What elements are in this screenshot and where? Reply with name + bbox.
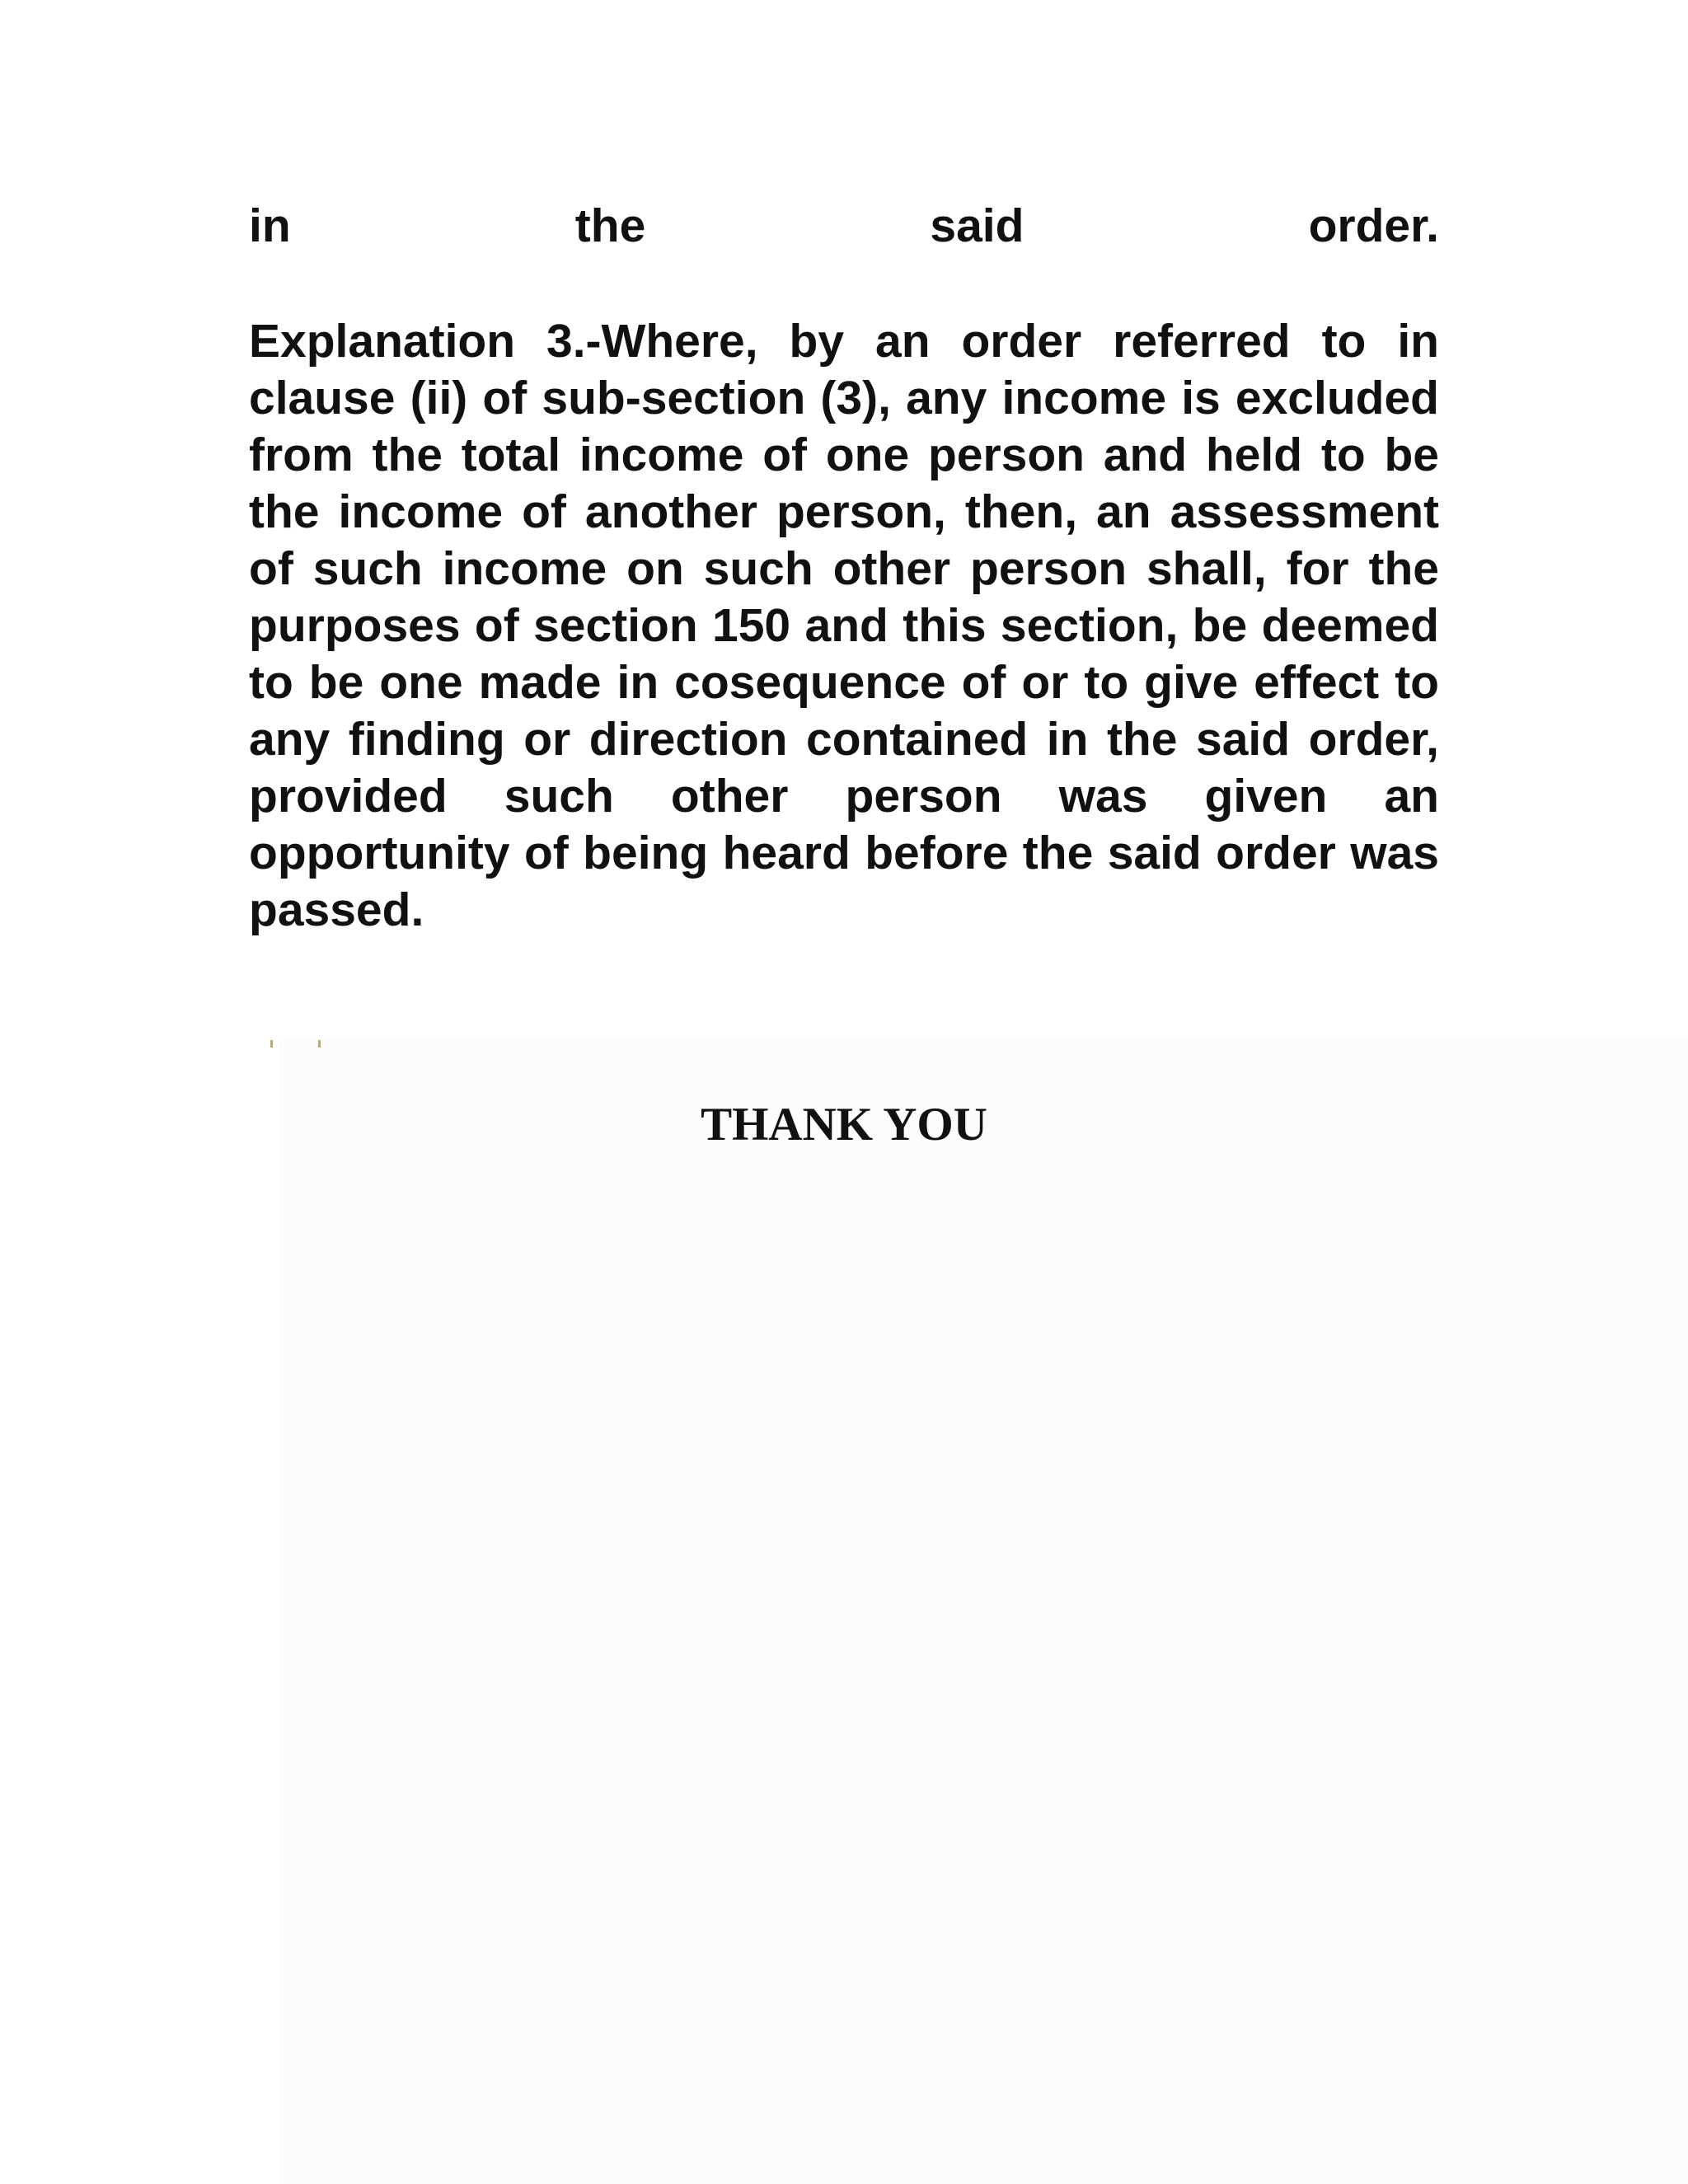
continuation-line: in the said order.	[249, 199, 1439, 252]
stray-marks	[270, 1040, 328, 1052]
explanation-paragraph: Explanation 3.-Where, by an order referred to in clause (ii) of sub-section (3), any income is excluded from the total income of one person and held to be the income of another person, then, an assessment of such income on such other person shall, for the purposes of section 150 and this section, be deemed to be one made in cosequence of or to give effect to any finding or direction contained in the said order, provided such other person was given an opportunity of being heard before the said order was passed.	[249, 315, 1439, 936]
closing-heading: THANK YOU	[701, 1099, 987, 1151]
lower-background-panel	[279, 1040, 1688, 2184]
stray-mark	[270, 1040, 273, 1047]
stray-mark	[318, 1040, 321, 1047]
